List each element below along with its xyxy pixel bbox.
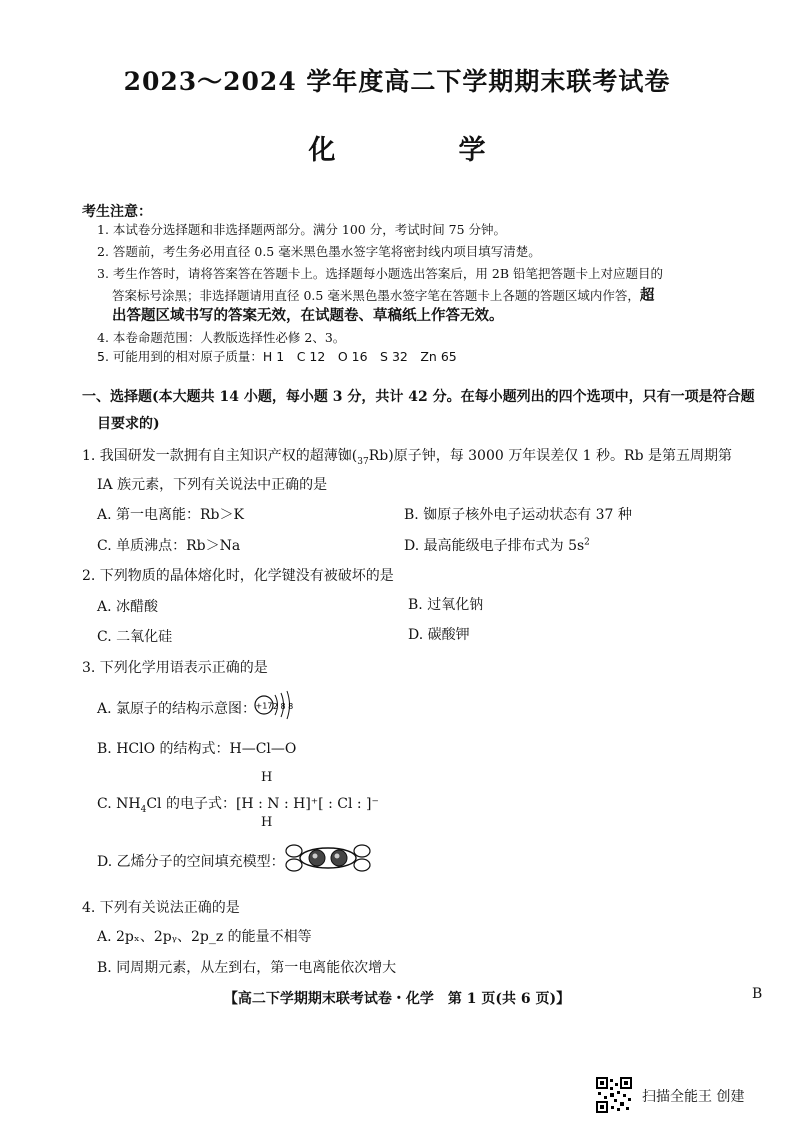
q3-stem: 3. 下列化学用语表示正确的是 (82, 660, 268, 676)
notice-item-4: 4. 本卷命题范围：人教版选择性必修 2、3。 (97, 330, 346, 345)
q3-option-c-post: Cl 的电子式： (146, 796, 236, 812)
subject-title: 化 学 (308, 135, 534, 166)
q3-option-c-sub: 4 (140, 804, 147, 815)
q4-stem: 4. 下列有关说法正确的是 (82, 900, 240, 916)
notice-item-3b-bold: 超 (639, 288, 655, 304)
q3-c-top-h: H (261, 770, 273, 785)
section-heading-line1: 一、选择题(本大题共 14 小题，每小题 3 分，共计 42 分。在每小题列出的四个选项中，只有一项是符合题 (82, 389, 755, 405)
q1-option-b: B. 铷原子核外电子运动状态有 37 种 (404, 507, 632, 523)
q3-option-a: A. 氯原子的结构示意图： (97, 701, 257, 717)
nucleus-charge: +17 (255, 701, 273, 711)
q2-option-c: C. 二氧化硅 (97, 629, 173, 645)
q1-stem-sub: 37 (357, 456, 369, 467)
q3-option-c-pre: C. NH (97, 796, 141, 812)
q3-option-c (97, 793, 379, 815)
page-footer: 【高二下学期期末联考试卷・化学 第 1 页(共 6 页)】 (223, 991, 571, 1007)
q1-stem-pre: 1. 我国研发一款拥有自主知识产权的超薄铷( (82, 448, 358, 464)
electron-formula: [H : N : H]⁺[ : Cl : ]⁻ (235, 796, 379, 812)
qr-code-icon (596, 1077, 632, 1113)
q1-option-d (404, 535, 590, 555)
q3-option-d: D. 乙烯分子的空间填充模型： (97, 854, 285, 870)
notice-item-1: 1. 本试卷分选择题和非选择题两部分。满分 100 分，考试时间 75 分钟。 (97, 222, 507, 237)
q4-option-a: A. 2pₓ、2pᵧ、2p_z 的能量不相等 (97, 929, 312, 945)
q1-stem-post: Rb)原子钟，每 3000 万年误差仅 1 秒。Rb 是第五周期第 (368, 448, 732, 464)
notice-item-2: 2. 答题前，考生务必用直径 0.5 毫米黑色墨水签字笔将密封线内项目填写清楚。 (97, 244, 541, 259)
q1-option-a: A. 第一电离能：Rb＞K (97, 507, 244, 523)
q2-option-a: A. 冰醋酸 (97, 599, 159, 615)
shell-electrons: 2 8 8 (272, 702, 294, 711)
paper-version: B (752, 986, 763, 1002)
q2-option-b: B. 过氧化钠 (408, 597, 484, 613)
q1-option-c: C. 单质沸点：Rb＞Na (97, 538, 241, 554)
notice-item-5: 5. 可能用到的相对原子质量：H 1 C 12 O 16 S 32 Zn 65 (97, 349, 457, 364)
section-heading-line2: 目要求的) (97, 416, 160, 432)
q3-c-bottom-h: H (261, 815, 273, 830)
q2-stem: 2. 下列物质的晶体熔化时，化学键没有被破坏的是 (82, 568, 394, 584)
scanner-watermark: 扫描全能王 创建 (642, 1089, 745, 1105)
ethylene-model-icon (284, 843, 372, 873)
q1-option-d-text: D. 最高能级电子排布式为 5s (404, 538, 585, 554)
q2-option-d: D. 碳酸钾 (408, 627, 470, 643)
notice-item-3b-text: 答案标号涂黑；非选择题请用直径 0.5 毫米黑色墨水签字笔在答题卡上各题的答题区域内作答， (112, 288, 640, 303)
notice-item-3a: 3. 考生作答时，请将答案答在答题卡上。选择题每小题选出答案后，用 2B 铅笔把答题卡上对应题目的 (97, 266, 663, 281)
atom-structure-diagram (254, 688, 294, 722)
q1-stem-line2: ⅠA 族元素，下列有关说法中正确的是 (97, 477, 328, 493)
q3-option-b: B. HClO 的结构式：H—Cl—O (97, 741, 297, 757)
exam-title: 2023～2024 学年度高二下学期期末联考试卷 (123, 67, 671, 96)
notice-heading: 考生注意： (82, 204, 152, 220)
q1-option-d-sup: 2 (584, 537, 590, 548)
q4-option-b: B. 同周期元素，从左到右，第一电离能依次增大 (97, 960, 397, 976)
notice-item-3c: 出答题区域书写的答案无效，在试题卷、草稿纸上作答无效。 (112, 308, 504, 324)
notice-item-3b (112, 285, 654, 307)
q1-stem-line1 (82, 445, 732, 467)
